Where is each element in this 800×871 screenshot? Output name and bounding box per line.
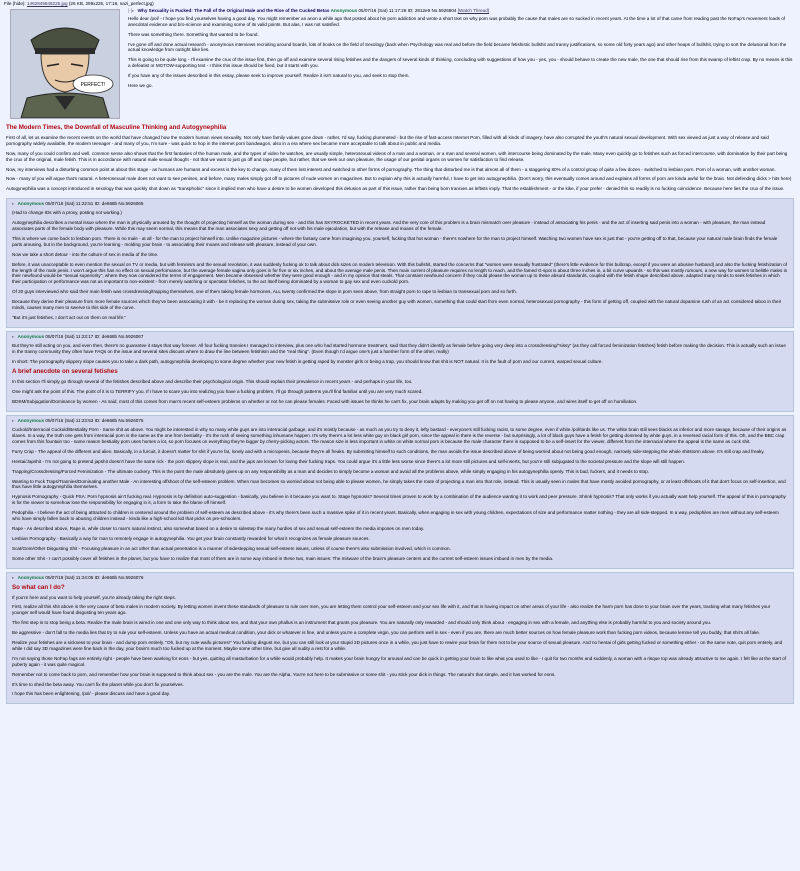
reply-header	[12, 575, 788, 581]
menu-arrow-icon[interactable]: ▸	[12, 333, 15, 339]
reply-paragraph: Trapping/Crossdressing/Forced Feminization - The ultimate cuckery. This is the point the male absolutely gives up on any responsibility as a man and decides to simply become a woman and avoid all the problems above, while simply engaging in his autogynephilia openly. This is bad, fuckers, and it needs to stop.	[12, 468, 649, 474]
reply-paragraph: This is where we come back to lesbian porn. There is no male - at all - for the man to project himself into. Unlike magazine pictures - where the fantasy came from imagining you, yourself, fucking that hot woman - there's nowhere for the man to project himself. Watching two women have sex is just that - you're getting off to that, because your natural male brain finds the female parts arousing, but in the background, you're learning - molding your brain - to associating their moans and release with pleasure, instead of your own.	[12, 235, 778, 247]
reply-paragraph: Now we take a short detour - into the culture of sex in media of the time.	[12, 251, 159, 257]
reply-paragraph: Rape - As described above, Rape is, while closer to man's natural instinct, also somewhat based on a desire to sidestep the many hurdles of sex and sexual self-esteem the media imposes on men today.	[12, 525, 425, 531]
reply-header	[12, 334, 788, 340]
reply-paragraph: In short: The pornography slippery slope causes you to take a dark path, autogynephilia developing to some degree whether your new fetish is getting raped by monster girls or being a trap, you should know that shit is NOT natural. It is the fault of porn and our current, warped sexual culture.	[12, 358, 603, 364]
reply-header	[12, 201, 788, 207]
reply-paragraph: Of 20 guys interviewed who said their main fetish was crossdressing/trapping themselves, one of them taking female hormones, ALL twenty confirmed the slope in porn seen above, from straight porn to rape to lesbian to transexual porn and so forth.	[12, 289, 517, 295]
reply-paragraph: Because they derive their pleasure from more female sources which they've been associating it with - be it replacing the woman during sex, taking the submissive role or even seeing another guy with women, something that could start from even normal, heterosexual pornography - this form of getting off, coupled with the natural dopamine rush of an act considered taboo in their minds, causes many men to swerve to this side of the curve.	[12, 299, 782, 311]
reply-post	[6, 331, 794, 412]
menu-arrow-icon[interactable]: ▸	[12, 574, 15, 580]
section-title: So what can I do?	[12, 583, 65, 591]
reply-paragraph: I'm not saying those NoFap fags are entirely right - people have been wanking for eons - but yes, quitting all masturbation for a while would probably help. It makes your brain hungry for arousal and can be quick in getting your brain to like what you used to like - I quit for two months and suddenly, a woman with a risque top was already attractive to me again. I felt like at the start of puberty again - it was quite magical.	[12, 655, 786, 667]
op-paragraph: This is going to be quite long - I'll examine the crux of the issue first, then go off and examine several rising fetishes and the dangers of several kinds of thinking, concluding with suggestions of how you - yes, you - should behave to create the new male, the one that should rise from this swamp of leftist crap. By no means is this a defeatist or MGTOW-supporting text - I think this issue should be fixed, but it starts with you.	[128, 57, 793, 69]
reply-name: Anonymous	[17, 201, 45, 207]
body-paragraph: Autogynephilia was a concept introduced in sexology that was quickly shot down as "transphobic" since it implied men who have a desire to be women developed this delusion as part of this issue, rather than being born trannies as leftists imply. That the establishment - or the kike, if your prefer - denied this so readily is no fucking coincidence. Because here lies the crux of the issue.	[6, 186, 785, 192]
op-post-header	[6, 8, 794, 14]
reply-paragraph: "But it's just fetishes, I don't act out on them on real life."	[12, 314, 127, 320]
reply-name: Anonymous	[17, 333, 45, 339]
reply-paragraph: In this section I'll simply go through several of the fetishes described above and describe their psychological origin. This should explain their prevalence in recent years - and perhaps in your life, too.	[12, 379, 413, 385]
reply-paragraph: Before, it was unacceptable to even mention the sexual on TV or media, but with feminism and the sexual revolution, it was suddenly fucking ok to talk about dick sizes on modern television. With this bullshit, started the concerns that "women were sexually frustrated" (there's little evidence for this bullcrap, except if you were an abusive husband) and also the fucking fetishization of the length of the male penis. I won't argue this has no effect on sexual performance, but the average female vagina only goes in for five or six inches, and about the average male penis. Then main current of pleasure requires no length to reach, and the famed G-spot is about three inches in, a bit curve upwards - so this was mostly rumours, a new way for women to belittle males in their newfound would-be "sexual superiority", where they now considered the terms of engagement. Men became obsessed whether they were good enough - and in my opinion that steals. That constant newfound concern if they could please the woman up to these absurd standards, coupled with the fetish shape described above, adapted many minds to seek fetishes in which their participation or performance was not as important to non-existent - from merely watching or spectator fetishes, to the act itself being dominated by a woman to gay sex and even cuckold porn.	[12, 261, 788, 285]
watch-thread-link[interactable]: [Watch Thread]	[457, 7, 489, 13]
menu-arrow-icon[interactable]: ▸	[12, 418, 15, 424]
speech-bubble-text: PERFECT!	[80, 81, 106, 88]
menu-arrow-icon[interactable]: [-]▸	[128, 7, 135, 13]
reply-date[interactable]: 05/07/16 (Sat) 11:24:05 ID: de668b No.5926076	[45, 574, 144, 580]
body-paragraph: First of all, let us examine the recent events on the world that have changed how the modern human views sexuality. Not only have family values gone down - rather, I'd say, fucking plummeted - but the rise of fast-access Internet Porn, filled with all kinds of imagery, have also corrupted the youth's natural sexual development. With sex viewed as just a way of release and said pornography widely available, the modern teenager - and many of you, I'm sure - was quick to hop in the internet porn bandwagon, also in a era where sex became more acceptable to talk about in public and media.	[6, 134, 769, 146]
reply-paragraph: One might ask the point of this. The point of it is to TERRIFY you. If I have to scare you into realizing you have a fucking problem, I'll go through patterns you'll find familiar until you are very much scared.	[12, 389, 423, 395]
reply-name: Anonymous	[17, 574, 45, 580]
reply-date[interactable]: 05/07/16 (Sat) 11:22:51 ID: de668b No.5926065	[45, 201, 144, 207]
reply-paragraph: Autogynephilia describes a mental issue where the man is physically aroused by the thought of projecting himself as the woman during sex - and this has SKYROCKETED in recent years. And the very core of this problem is a brain mismatch over pleasure - instead of associating his penis - and the act of inserting said penis into a woman - with pleasure, the man instead associates parts of the female body with pleasure. While this may seem normal, this means that the man associates sexy and getting off not with his male ejaculation, but with the release and moans of the female.	[12, 220, 766, 231]
reply-post	[6, 198, 794, 328]
reply-name: Anonymous	[17, 418, 45, 424]
reply-paragraph: Wanting to Fuck Traps/Trannies/Dominating another Male - An interesting offshoot of the self-esteem problem. When man becomes so worried about not being able to please women, he simply takes the route of projecting a man into that role, instead. This is usually seen in males that have mostly avoided pornography, or at least offshoots of it that don't focus on self-insertion, and thus have little autogynephilia themselves.	[12, 478, 786, 490]
body-paragraph: Now, many of you could confirm and well, common sense also shows that the first fantasies of the human male, and the types of video he watches, are usually simple, heterosexual videos of a man and a woman, or a man and several women, with intercourse being dominated by the male. Many even quickly go to fetishes such as forced intercourse, with domination by their part being the crux of the original, male fetish. This is in accordance with natural male sexual thought - not that we want to just go off and rape people, but rather, that we seek our own pleasure, the usage of our genital organs on women for satisfaction to find release.	[6, 150, 788, 162]
officer-cartoon-image	[11, 10, 119, 118]
reply-paragraph: Remember not to come back to porn, and remember how your brain is supposed to think about sex - you are the male. You are the Alpha. You're not here to be submissive or some shit - you stick your dick in things. The natural's that simple, and it has worked for eons.	[12, 671, 556, 677]
body-paragraph: Now - many of you will argue that's natural. A heterosexual male does not want to see penises, and before, many males simply got off to pictures of nude women on magazines. But to explain why this is actually harmful, I have to get into autogynephilia. (Don't worry, this eventually comes around and explains all forms of porn are kinda awful for the brain. Not defending dicks > hits here)	[6, 176, 792, 182]
reply-paragraph: I hope this has been enlightening, /pol/ - please discuss and have a good day.	[12, 691, 170, 697]
section-title: A brief anecdote on several fetishes	[12, 368, 118, 376]
op-paragraph: Hello dear /pol/ - I hope you find yourselves having a good day. You might remember an anon a while ago that posted about his porn addiction and wrote a short text on why porn was probably the cause that males are so sucked in recent years. At the time a lot of that came from reading past the NoFap's movement loads of anecdotal evidence and bro-science and examining some of its valid points. But alas, I was not satisfied.	[128, 15, 786, 27]
reply-paragraph: First, realize all this shit above is the very cause of beta males in modern society. By letting women invent these standards of pleasure to rule over men, you are letting them control your self-esteem and your sex life with it, and that is having impact on other areas of your life - also realize the harm porn has done to your brain over the years, tracking what many fetishes your younger self would have found disgusting ten years ago.	[12, 604, 771, 616]
file-info-prefix: File (hide):	[4, 1, 27, 6]
menu-arrow-icon[interactable]: ▸	[12, 201, 15, 207]
op-post	[0, 8, 800, 198]
reply-post	[6, 572, 794, 705]
reply-paragraph: Furry Crap - The appeal of the different and alien. Basically, in a furcuit, it doesn't matter for shit if you're fat, lonely and with a micropenis, because they're all freaks. By submitting himself to such conditions, the man avoids the issue described above of being worried about not being good enough, narrowly side-stepping the whole shitstorm above. It's still crap and freaky.	[12, 448, 765, 454]
op-paragraph: There was something there. Something that wanted to be found.	[128, 31, 259, 37]
reply-paragraph: The first step is to stop being a beta. Realize the male brain is wired in one and one only way to think about sex, and that your own phallus is an instrument that grants you pleasure. You are naturally only rewarded - and should only think about - engaging in sex with a female, and anything else is probably harmful to you and society around you.	[12, 620, 712, 626]
body-paragraph: Now, my interviews had a disturbing common point at about this stage - as humans are humans and excess is the key to change, many of them lost interest and switched to other forms of pornography. The thing that disturbed me is that almost all of them - a staggering 80% of a control group of quite a few dozen - switched to lesbian porn. Porn of a woman, with another woman.	[6, 166, 776, 172]
reply-paragraph: Realize your fetishes are a sickness to your brain - and dump porn entirely. "Oh, but my cute waifu pictures!" You fucking disgust me, but you can still look at your stupid 2D pictures once in a while, you just have to rewire your brain for them not to be your source of sexual pleasure. And no hentai of girls getting fucked or something either - on the same note, quit porn entirely, and while I did say 3D magazines were fine back in the day, your brain's much too fucked up at the moment. Maybe some other time, but give all nudity a rest for a while.	[12, 640, 783, 651]
op-image[interactable]	[10, 9, 120, 119]
reply-post	[6, 415, 794, 568]
reply-paragraph: If you're here and you want to help yourself, you're already taking the right steps.	[12, 594, 176, 600]
op-paragraph: If you have any of the issues described in this essay, please seek to improve yourself. Realize it isn't natural to you, and seek to stop them.	[128, 73, 410, 79]
section-title: The Modern Times, the Downfall of Masculine Thinking and Autogynephilia	[6, 123, 227, 131]
reply-header	[12, 418, 788, 424]
reply-paragraph: (Had to change IDs with a proxy, posting not working.)	[12, 210, 122, 216]
file-meta: (26 KB, 299x225, 17:18, nazi_perfect.jpg)	[67, 1, 154, 6]
op-paragraph: Here we go.	[128, 83, 153, 89]
file-info	[0, 0, 800, 8]
reply-paragraph: It's time to shed the beta away. You can't fix the planet while you don't fix yourselves.	[12, 681, 184, 687]
reply-paragraph: Pedophilia - I believe the act of being attracted to children is centered around the problem of self-esteem as described above - it's why there's been such a massive spike of it in recent years. Basically, when engaging in sex with young children, expectations of size and performance matter nothing - they are all side-stepped. In a way, pedophiles are men without any self-esteem who have simply fallen back to abusing children instead - kinda like a high-school kid that picks on pre-schoolers.	[12, 510, 779, 522]
reply-paragraph: Lesbian Pornography - Basically a way for man to remotely engage in autogynephilia. You get your brain constantly rewarded for what it recognizes as female pleasure sources.	[12, 535, 370, 541]
reply-paragraph: Hentai/Japshit - I'm not going to pretend japshit doesn't have the same rick - the porn slippery slope is real, and the japs are known for loving their fucking traps. You could argue it's a little less worse since there's a lot more still pictures and self-inserts, but you're still subjugated to the societal pressure and the slope will still happen.	[12, 458, 686, 464]
op-date[interactable]: 05/07/16 (Sat) 11:17:28 ID: 2812e9 No.5926804	[358, 7, 457, 13]
op-subject: Why Sexuality is Fucked: The Fall of the Original Male and the Rise of the Cucked Betas	[137, 7, 330, 13]
reply-paragraph: Some other Shit - I can't possibly cover all fetishes in the planet, but you have to realize that most of them are in some way imbued in these two, main issues: The misware of the brain's pleasure centers and the current self-esteem issues imbued in men by the media.	[12, 555, 554, 561]
reply-paragraph: Hypnosis Pornography - Quick PSA: Porn hypnosis ain't fucking real. Hypnosis is by definition auto-suggestion - basically, you believe in it because you want to. Stage hypnosis? Several times proven to work by a combination of the audience wanting it to work and peer pressure. Shrink hypnosis? That only works if you actually want help yourself. The appeal of this in pornography is for the viewer to somehow lose the responsibility for engaging in it, a form to take the blame off himself.	[12, 494, 786, 506]
reply-date[interactable]: 05/07/16 (Sat) 11:23:53 ID: de668b No.5926075	[45, 418, 144, 424]
reply-paragraph: Be aggressive - don't fall to the media lies that try to rule your self-esteem. Unless you have an actual medical condition, your dick or whatever is fine, and unless you're a complete virgin, you can perform well in sex - even if you are, there are much better sources on how female pleasure work than fucking porn videos, because lemme tell you buddy, that shit's all fake.	[12, 630, 761, 636]
reply-paragraph: But they're still acting on you, and even then, there's no guarantee it stays that way forever. All four fucking trannies I managed to interview, plus one who had started hormone treatment, said that they didn't identify as female before going very deep into a crossdressing/"sissy" (as they call forced feminization fetishes) fetish before making the decision. This is actually such an issue in the tranny community they often have FAQs on the issue and several sites discuss where to draw the line between fetishism and the "real thing". (Even though I'd argue one's just a harsher form of the other, really)	[12, 342, 786, 354]
reply-date[interactable]: 05/07/16 (Sat) 11:23:17 ID: de668b No.5926067	[45, 333, 144, 339]
op-body	[6, 16, 794, 89]
reply-paragraph: BDSM/Subjugation/Dominance by women - As said, most of this comes from man's recent self-esteem problems on whether or not he can please females. Faced with issues he thinks he can't fix, your brain adapts by making you get off on not having to please anyone, and wires itself to get off on humiliation.	[12, 399, 638, 405]
op-name: Anonymous	[330, 7, 358, 13]
file-link[interactable]: 1462845848225.jpg	[26, 1, 68, 6]
op-paragraph: I've gone off and done actual research - anonymous interviews recruiting around boards, lots of books on the field of Sexology (back when Psychology was real and before the field became fetishistic bullshit and tranny justifications, so some old forty years ago) and other heaps of bullshit, trying to sort the delusional from the actual knowledge from outright kike lies.	[128, 41, 787, 53]
reply-paragraph: Scat/Gore/Other Disgusting Shit - Focusing pleasure in an act other than actual penetration is a manner of sidestepping sexual self-esteem issues, unless of course there's also submission involved, which is common.	[12, 545, 451, 551]
reply-paragraph: Cuckold/Interracial Cuckold/Bestiality Porn - Same shit as above. You might be interested in why so many white guys are into interracial garbage, and it's mostly because - as much as you try to deny it, lefty bastard - everyone's still fucking racist, to some degree, even if white /pol/tards like us. The white brain still sees blacks as inferior and more savage, because of their origins as slaves. In a way, the truth one gets from interracial porn is the same as the one from bestiality - it's the rush of seeing something inhumane happen. It's why there's a lot less white guy on black girl porn, since the appeal in there is the reverse - but surprisingly, a lot of black guys have a fetish for getting dommed by white guys, in a reversed racial form of this. Oh, and the BBC crap comes from this fountain too - same reason bestiality porn uses horses a lot, so porn focuses on everything they're bigger by cherry-picking actors. The reason size is less important in white on white normal porn is because the male character there is supposed to be a self-insert for the viewer, different from the interracial where the appeal is the same as cuck shit.	[12, 427, 787, 444]
